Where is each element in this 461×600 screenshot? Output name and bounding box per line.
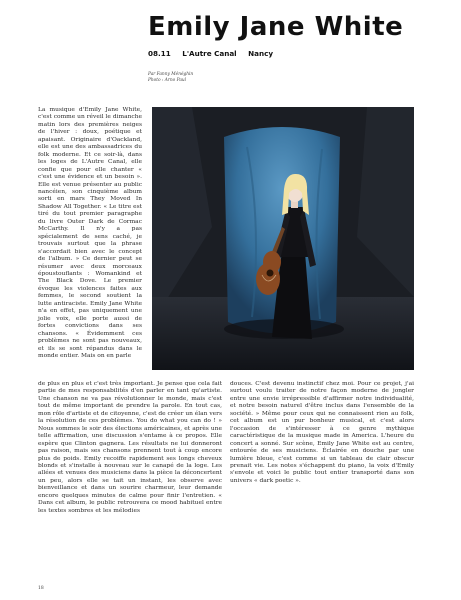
article-column-left (38, 107, 142, 360)
page-title: Emily Jane White (148, 12, 404, 42)
event-date: 08.11 (148, 49, 171, 58)
article-paragraph-2: de plus en plus et c'est très important. Je pense que cela fait partie de mes responsabilités d'en parler en tant qu'artiste. Une chanson ne va pas révolutionner le monde, mais c'est tout de même important de prendre la parole. En tout cas, mon rôle d'artiste et de citoyenne, c'est de créer un élan vers la résolution de ces problèmes. You do what you can do ! » Nous sommes le soir des élections américaines, et après une telle affirmation, une discussion s'entame à ce propos. Elle espère que Clinton gagnera. Les résultats ne lui donneront pas raison, mais ses chansons prennent tout à coup encore plus de poids. Emily recoiffe rapidement ses longs cheveux blonds et s'installe à nouveau sur le canapé de la loge. Les allées et venues des musiciens dans la pièce la déconcertent un peu, alors elle se tait un instant, les observe avec bienveillance et dans un sourire charmeur, leur demande encore quelques minutes de calme pour finir l'entretien. « Dans cet album, le public retrouvera ce mood habituel entre les textes sombres et les mélodies (38, 381, 222, 514)
event-info (148, 49, 282, 58)
concert-photo (152, 107, 414, 370)
article-paragraph-3: douces. C'est devenu instinctif chez moi. Pour ce projet, j'ai surtout voulu traiter de notre façon moderne de jongler entre une envie irrépressible d'affirmer notre individualité, et notre besoin naturel d'être inclus dans l'ensemble de la société. » Même pour ceux qui ne connaissent rien au folk, cet album est un pur bonheur musical, et c'est alors l'occasion de s'intéresser à ce genre mythique caractéristique de la musique made in America. L'heure du concert a sonné. Sur scène, Emily Jane White est au centre, entourée de ses musiciens. Éclairée en douche par une lumière bleue, c'est comme si un tableau de clair obscur prenait vie. Les notes s'échappent du piano, la voix d'Emily s'envole et voici le public tout entier transporté dans son univers « dark poetic ». (230, 381, 414, 484)
photo-credit: Photo : Arno Paul (148, 78, 187, 83)
singer-photo-illustration (152, 107, 414, 370)
article-column-bottom-right (230, 381, 414, 485)
author-credit: Par Fanny Ménéghin (148, 72, 194, 77)
credits (148, 72, 193, 84)
article-column-bottom-left (38, 381, 222, 515)
event-city: Nancy (248, 49, 274, 58)
article-paragraph-1: La musique d'Emily Jane White, c'est comme un réveil le dimanche matin lors des premières neiges de l'hiver : doux, poétique et apaisant. Originaire d'Oackland, elle est une des ambassadrices du folk moderne. Et ce soir-là, dans les loges de L'Autre Canal, elle confie que pour elle chanter « c'est une évidence et un besoin ». Elle est venue présenter au public nancéien, son cinquième album sorti en mars They Moved In Shadow All Together. « Le titre est tiré du tout premier paragraphe du livre Outer Dark de Cormac McCarthy. Il n'y a pas spécialement de sens caché, je trouvais surtout que la phrase s'accordait bien avec le concept de l'album. » Ce dernier peut se résumer avec deux morceaux époustouflants : Womankind et The Black Dove. Le premier évoque les violences faites aux femmes, le second soutient la lutte antiraciste. Emily Jane White n'a en effet, pas uniquement une jolie voix, elle porte aussi de fortes convictions dans ses chansons. « Évidemment ces problèmes ne sont pas nouveaux, et ils se sont répandus dans le monde entier. Mais on en parle (38, 107, 142, 359)
page-number: 18 (38, 586, 44, 591)
event-venue: L'Autre Canal (182, 49, 237, 58)
